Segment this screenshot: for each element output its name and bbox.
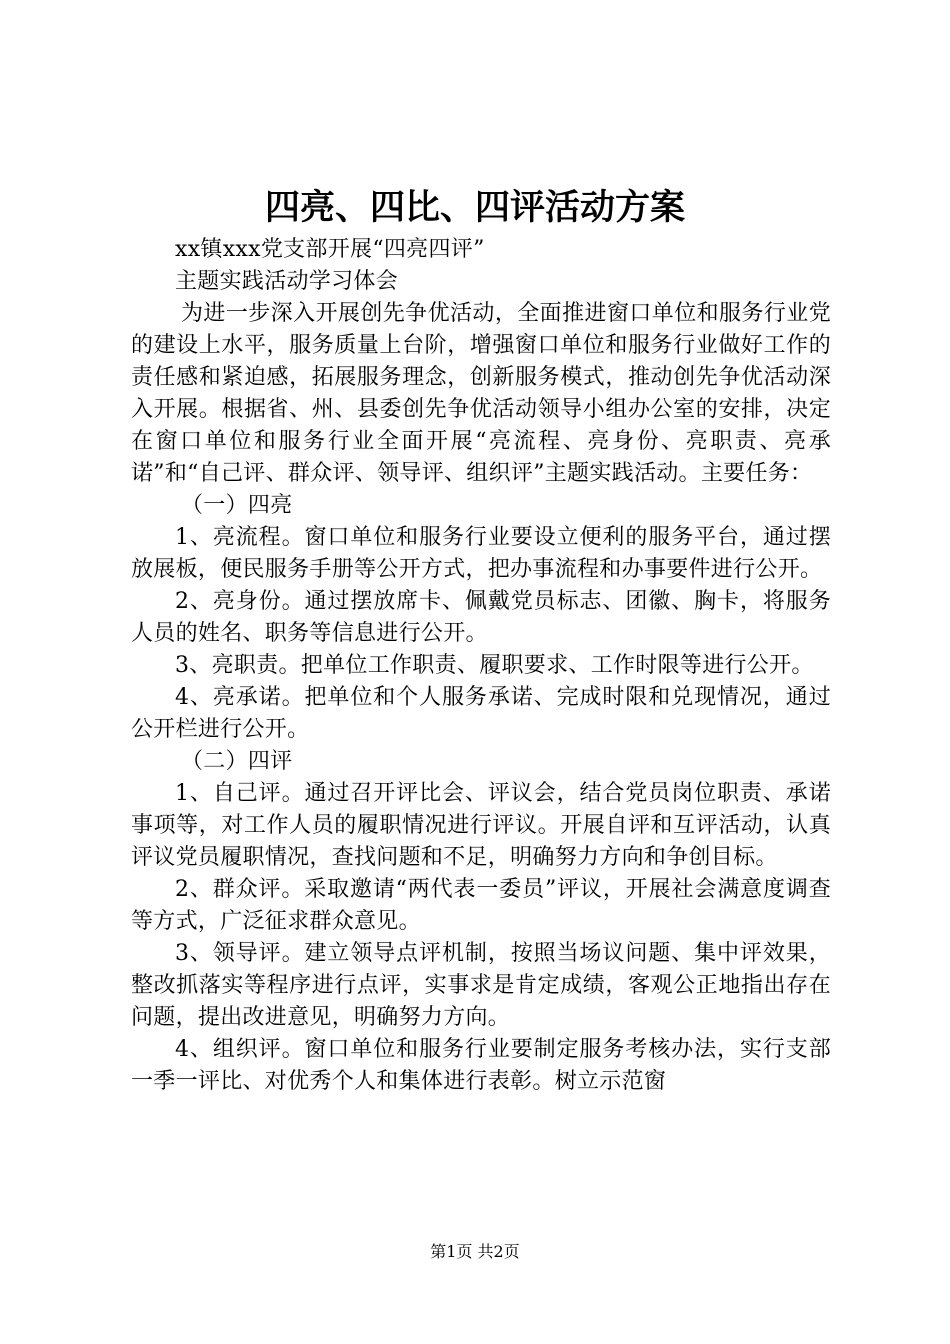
list-item: 2、亮身份。通过摆放席卡、佩戴党员标志、团徽、胸卡，将服务人员的姓名、职务等信息进行公开。 [131,589,831,646]
page-footer: 第1页 共2页 [430,1242,520,1261]
list-item: 3、领导评。建立领导点评机制，按照当场议问题、集中评效果，整改抓落实等程序进行点评，实事求是肯定成绩，客观公正地指出存在问题，提出改进意见，明确努力方向。 [131,941,831,1030]
subtitle-line: 主题实践活动学习体会 [175,269,399,294]
list-item: 1、自己评。通过召开评比会、评议会，结合党员岗位职责、承诺事项等，对工作人员的履职情况进行评议。开展自评和互评活动，认真评议党员履职情况，查找问题和不足，明确努力方向和争创目标。 [131,781,831,870]
list-item: 3、亮职责。把单位工作职责、履职要求、工作时限等进行公开。 [175,653,814,678]
subtitle-line: xx镇xxx党支部开展“四亮四评” [175,237,485,262]
list-item: 4、组织评。窗口单位和服务行业要制定服务考核办法，实行支部一季一评比、对优秀个人和集体进行表彰。树立示范窗 [131,1037,831,1094]
intro-paragraph: 为进一步深入开展创先争优活动，全面推进窗口单位和服务行业党的建设上水平，服务质量上台阶，增强窗口单位和服务行业做好工作的责任感和紧迫感，拓展服务理念，创新服务模式，推动创先争优活动深入开展。根据省、州、县委创先争优活动领导小组办公室的安排，决定在窗口单位和服务行业全面开展“亮流程、亮身份、亮职责、亮承诺”和“自己评、群众评、领导评、组织评”主题实践活动。主要任务： [131,301,831,486]
document-body [131,234,831,1098]
list-item: 4、亮承诺。把单位和个人服务承诺、完成时限和兑现情况，通过公开栏进行公开。 [131,685,831,742]
list-item: 2、群众评。采取邀请“两代表一委员”评议，开展社会满意度调查等方式，广泛征求群众意见。 [131,877,831,934]
section-heading: （二）四评 [181,749,293,774]
section-heading: （一）四亮 [181,493,293,518]
document-title: 四亮、四比、四评活动方案 [264,187,685,228]
list-item: 1、亮流程。窗口单位和服务行业要设立便利的服务平台，通过摆放展板，便民服务手册等公开方式，把办事流程和办事要件进行公开。 [131,525,831,582]
